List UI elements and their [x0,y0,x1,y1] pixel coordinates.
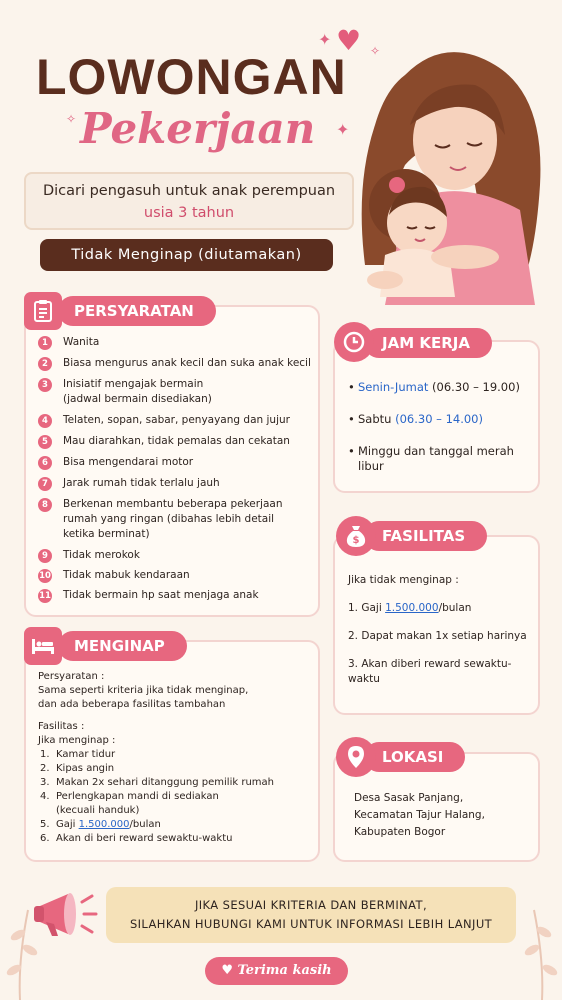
facility-item-3: 3. Akan diberi reward sewaktu-waktu [348,658,512,685]
facilities-label: FASILITAS [364,521,487,551]
list-item: 5 Mau diarahkan, tidak pemalas dan cekatan [38,434,320,449]
thank-you-label: Terima kasih [237,963,332,978]
megaphone-icon [30,884,102,944]
list-item: • Minggu dan tanggal merah libur [348,444,538,474]
leaf-decoration-icon [520,900,562,1000]
heart-icon: ♥ [336,24,362,57]
facilities-details [348,573,538,687]
salary-link[interactable]: 1.500.000 [385,602,439,614]
list-item: 7 Jarak rumah tidak terlalu jauh [38,476,320,491]
sparkle-icon: ✦ [336,120,350,139]
list-item: 9 Tidak merokok [38,548,320,563]
location-label: LOKASI [364,742,465,772]
heart-icon: ♥ [221,963,234,978]
stay-in-req-line2: dan ada beberapa fasilitas tambahan [38,699,226,710]
job-description-line2: usia 3 tahun [143,205,235,221]
money-bag-icon [336,516,376,556]
mother-child-illustration [345,35,562,310]
stay-in-fac-sub: Jika menginap : [38,735,116,746]
thank-you-badge [205,957,348,985]
list-item: 11 Tidak bermain hp saat menjaga anak [39,589,259,601]
svg-text:$: $ [352,535,360,546]
clock-icon [334,322,374,362]
map-pin-icon [336,737,376,777]
address-line: Kecamatan Tajur Halang, [354,809,485,821]
job-description-line1: Dicari pengasuh untuk anak perempuan [42,183,336,199]
sparkle-icon: ✧ [370,44,381,58]
list-item: 2. Kipas angin [40,763,115,774]
stay-in-facility-list [38,748,318,846]
list-item: 1 Wanita [38,335,320,350]
cta-line2: SILAHKAN HUBUNGI KAMI UNTUK INFORMASI LEBIH LANJUT [129,917,493,931]
sparkle-icon: ✦ [318,30,332,49]
clipboard-icon [24,292,62,330]
list-item: 8 Berkenan membantu beberapa pekerjaan rumah yang ringan (dibahas lebih detail ketika berminat) [38,497,320,542]
work-hours-list [348,380,538,491]
sparkle-icon: ✧ [66,112,77,126]
requirements-label: PERSYARATAN [58,296,216,326]
stay-in-req-line1: Sama seperti kriteria jika tidak menginap, [38,685,249,696]
list-item: • Sabtu (06.30 – 14.00) [348,412,538,427]
list-item: 2 Biasa mengurus anak kecil dan suka anak kecil [38,356,320,371]
cta-line1: JIKA SESUAI KRITERIA DAN BERMINAT, [194,898,428,912]
stay-type-banner: Tidak Menginap (diutamakan) [40,239,333,271]
bed-icon [24,627,62,665]
list-item: 5. Gaji 1.500.000/bulan [40,819,161,830]
page-title: LOWONGAN [36,49,347,105]
stay-in-label: MENGINAP [58,631,187,661]
job-description-box [24,172,354,230]
list-item: 4. Perlengkapan mandi di sediakan (kecuali handuk) [40,791,219,816]
list-item: 1. Kamar tidur [40,749,116,760]
address-line: Kabupaten Bogor [354,826,446,838]
page-subtitle: Pekerjaan [80,104,316,153]
facility-item-1: 1. Gaji 1.500.000/bulan [348,602,472,614]
contact-cta-box [106,887,516,943]
list-item: • Senin-Jumat (06.30 – 19.00) [348,380,538,395]
stay-in-fac-title: Fasilitas : [38,721,85,732]
requirements-list [38,335,320,603]
list-item: 6 Bisa mengendarai motor [38,455,320,470]
location-address [354,790,534,841]
facility-item-2: 2. Dapat makan 1x setiap harinya [348,630,527,642]
list-item: 4 Telaten, sopan, sabar, penyayang dan jujur [38,413,320,428]
list-item: 6. Akan di beri reward sewaktu-waktu [40,833,233,844]
work-hours-label: JAM KERJA [364,328,492,358]
facilities-intro: Jika tidak menginap : [348,574,459,586]
list-item: 3 Inisiatif mengajak bermain (jadwal bermain disediakan) [38,377,320,407]
salary-link[interactable]: 1.500.000 [78,819,130,830]
stay-in-req-title: Persyaratan : [38,671,105,682]
stay-in-details [38,670,318,846]
address-line: Desa Sasak Panjang, [354,792,464,804]
list-item: 10 Tidak mabuk kendaraan [39,569,190,581]
list-item: 3. Makan 2x sehari ditanggung pemilik rumah [40,777,274,788]
